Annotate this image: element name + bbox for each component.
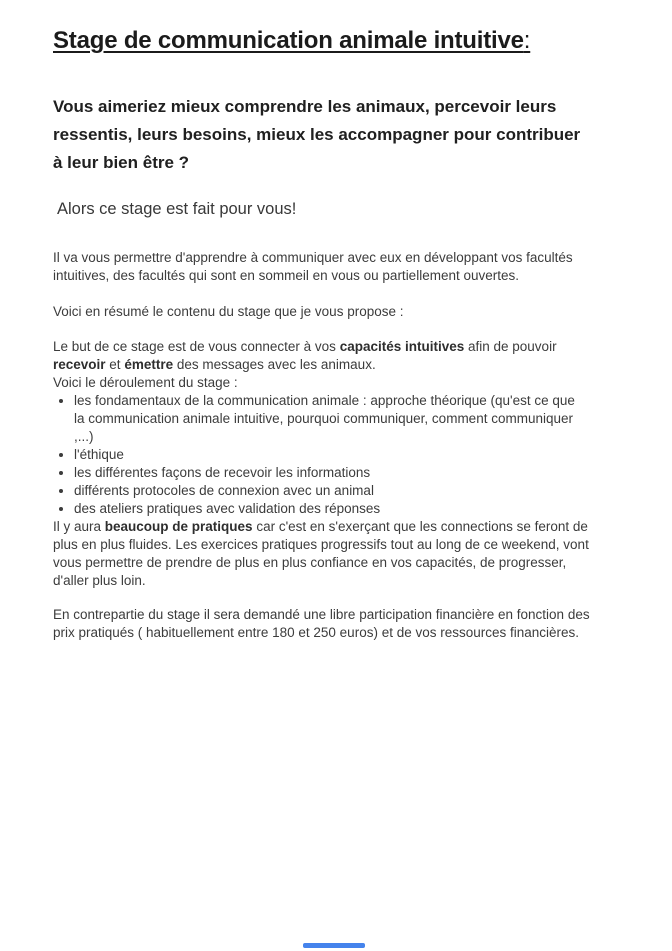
but-end: des messages avec les animaux. (173, 357, 376, 372)
paragraph-resume: Voici en résumé le contenu du stage que je vous propose : (53, 304, 404, 319)
pratique-end: car c'est en s'exerçant que les connections se feront de plus en plus fluides. Les exercices pratiques progressifs tout au long de ce weekend, vont vous permettre de prendre de plus en plus confiance en vos capacités, de progresser, d'aller plus loin. (53, 519, 589, 588)
but-mid1: afin de pouvoir (464, 339, 557, 354)
paragraph-contrepartie: En contrepartie du stage il sera demandé une libre participation financière en fonction des prix pratiqués ( habituellement entre 180 et 250 euros) et de vos ressources financières. (53, 607, 590, 640)
program-bullet-list (53, 392, 575, 518)
intro-question: Vous aimeriez mieux comprendre les animaux, percevoir leurs ressentis, leurs besoins, mieux les accompagner pour contribuer à leur bien être ? (53, 97, 581, 172)
page-title-colon: : (523, 27, 531, 54)
page-title (53, 27, 612, 55)
bottom-accent-bar (303, 943, 365, 948)
paragraph-apprendre: Il va vous permettre d'apprendre à communiquer avec eux en développant vos facultés intuitives, des facultés qui sont en sommeil en vous ou partiellement ouvertes. (53, 250, 573, 283)
but-mid2: et (105, 357, 125, 372)
but-bold-recevoir: recevoir (53, 357, 106, 372)
but-bold-capacites: capacités intuitives (339, 339, 465, 354)
pratique-start: Il y aura (53, 519, 105, 534)
but-bold-emettre: émettre (124, 357, 174, 372)
page-title-text: Stage de communication animale intuitive (53, 27, 524, 54)
list-item: • les fondamentaux de la communication animale : approche théorique (qu'est ce que la communication animale intuitive, pourquoi communiquer, comment communiquer ,...) (74, 392, 575, 446)
paragraph-pratique (53, 518, 596, 590)
paragraph-but (53, 338, 596, 374)
list-item: • des ateliers pratiques avec validation des réponses (74, 500, 575, 518)
list-item: • l'éthique (74, 446, 575, 464)
list-item: • différents protocoles de connexion avec un animal (74, 482, 575, 500)
paragraph-deroulement: Voici le déroulement du stage : (53, 375, 238, 390)
tagline: Alors ce stage est fait pour vous! (57, 200, 297, 218)
but-start: Le but de ce stage est de vous connecter à vos (53, 339, 340, 354)
pratique-bold: beaucoup de pratiques (104, 519, 253, 534)
list-item: • les différentes façons de recevoir les informations (74, 464, 575, 482)
